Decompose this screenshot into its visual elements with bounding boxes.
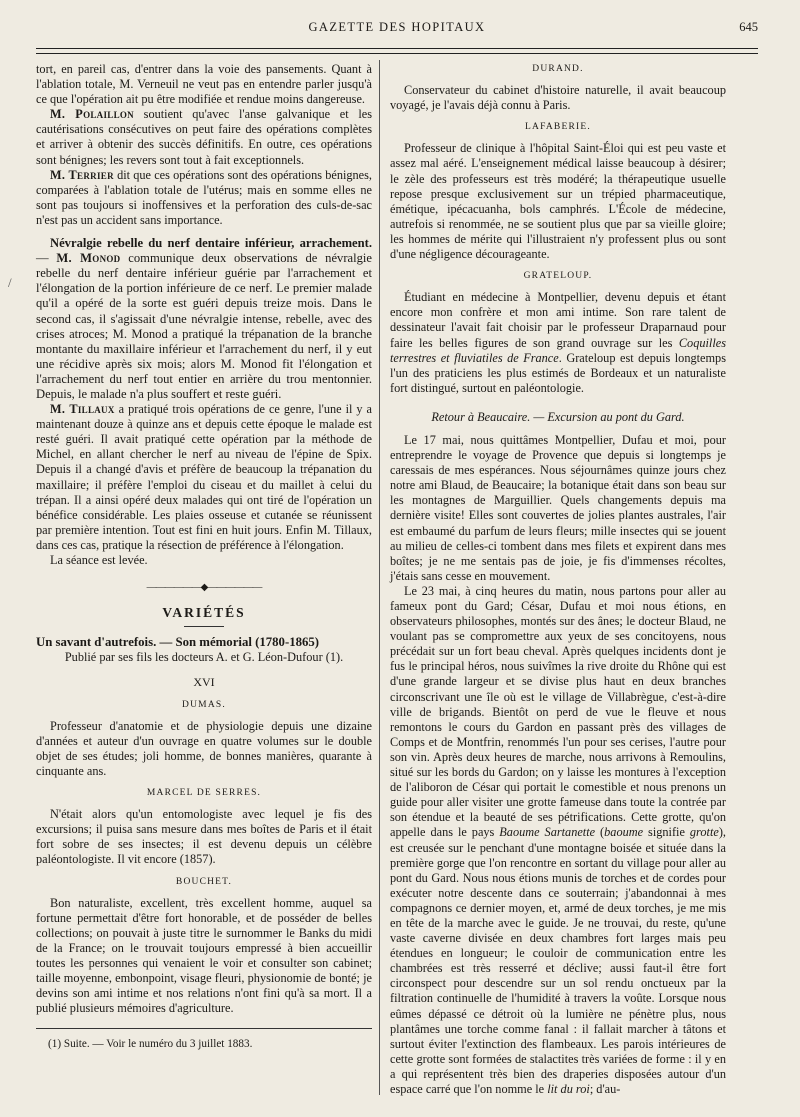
short-rule (184, 626, 224, 627)
paragraph: Conservateur du cabinet d'histoire naturelle, il avait beaucoup voyagé, je l'avais déjà connu à Paris. (390, 83, 726, 113)
footnote-rule (36, 1028, 372, 1029)
paragraph: N'était alors qu'un entomologiste avec lequel je fis des excursions; il puisa sans mesure dans mes boîtes de Paris et il était fort sobre de ses insectes; il est devenu depuis un célèbre paléontologiste. Il vit encore (1857). (36, 807, 372, 867)
footnote: (1) Suite. — Voir le numéro du 3 juillet 1883. (48, 1038, 253, 1051)
byline: Publié par ses fils les docteurs A. et G. Léon-Dufour (1). (64, 650, 344, 665)
speaker-name: M. Tillaux (50, 402, 115, 417)
person-heading: DUMAS. (182, 699, 226, 710)
header-rule (36, 48, 758, 49)
section-title-varietes: VARIÉTÉS (162, 605, 246, 621)
section-heading: Névralgie rebelle du nerf dentaire inférieur, arrachement. — M. Monod communique deux observations de névralgie rebelle du nerf dentaire inférieur guérie par l'arrachement et l'élongation de la portion inférieure de ce nerf. Le premier malade qu'il a opéré de la sorte est guéri depuis treize mois. Dans le second cas, il s'agissait d'une névralgie intense, rebelle, avec des crises atroces; M. Monod a pratiqué la trépanation de la branche montante du maxillaire inférieur et l'arrachement du nerf, il y eut une récidive après six mois; alors M. Monod fit l'élongation et l'arrachement du nerf tout entier en arrière du trou mentonnier. Depuis, le malade n'a plus souffert et reste guéri. (36, 236, 372, 401)
article-title: Un savant d'autrefois. — Son mémorial (1780-1865) (36, 635, 320, 650)
chapter-number: XVI (193, 675, 215, 690)
person-heading: DURAND. (532, 64, 584, 74)
column-divider (379, 60, 380, 1095)
paragraph: M. Tillaux a pratiqué trois opérations de ce genre, l'une il y a maintenant douze à quinze ans et depuis cette époque le malade est resté guéri. Il avait pratiqué cette opération par la méthode de Michel, en allant chercher le nerf au niveau de l'épine de Spix. Depuis il a changé d'avis et préfère de beaucoup la trépanation du maxillaire; il préfère l'emploi du ciseau et du maillet à celui du trépan. Il a ainsi opéré deux malades qui ont tiré de l'opération un bénéfice considérable. Les plaies osseuse et cutanée se réunissent par première intention. Tout est fini en huit jours. Enfin M. Tillaux, dans ces cas, pratique la résection de préférence à l'élongation. (36, 402, 372, 552)
person-heading: LAFABERIE. (525, 122, 591, 133)
paragraph: Le 17 mai, nous quittâmes Montpellier, Dufau et moi, pour entreprendre le voyage de Provence que depuis si longtemps je caressais de mes espérances. Nous séjournâmes quinze jours chez notre ami Blaud, de Beaucaire; la botanique était dans son beau sur les montagnes de Marguillier. Quels changements depuis ma dernière visite! Elles sont couvertes de jolies plantes australes, l'air est embaumé du parfum de leurs fleurs; mille insectes qui se jouent au milieu de celles-ci tombent dans mes filets et expirent dans mes boîtes; je ne me sentais pas de joie, je fis d'immenses récoltes, j'étais sans cesse en mouvement. (390, 432, 726, 583)
journal-title: GAZETTE DES HOPITAUX (308, 20, 486, 34)
paragraph: Professeur d'anatomie et de physiologie depuis une dizaine d'années et auteur d'un ouvrage en quatre volumes sur le double objet de ses études; joli homme, de bonnes manières, quarante à cinquante ans. (36, 718, 372, 778)
margin-mark: / (8, 275, 12, 290)
paragraph: Étudiant en médecine à Montpellier, devenu depuis et étant encore mon confrère et mon ami intime. Son rare talent de dessinateur l'avait fait choisir par le professeur Draparnaud pour faire les belles figures de son grand ouvrage sur les Coquilles terrestres et fluviatiles de France. Grateloup est depuis longtemps l'un des praticiens les plus estimés de Bordeaux et un naturaliste fort distingué, surtout en paléontologie. (390, 290, 726, 395)
ornament-rule: ——————◆—————— (146, 582, 262, 594)
right-column (390, 62, 726, 1097)
page-header (36, 18, 758, 40)
closing-line: La séance est levée. (50, 553, 148, 567)
header-rule-thin (36, 53, 758, 54)
paragraph: Bon naturaliste, excellent, très excellent homme, auquel sa fortune permettait d'être fort honorable, et de posséder de belles collections; on pouvait à juste titre le surnommer le Banks du midi de la France; on le trouvait toujours empressé à bien accueillir toutes les personnes qui venaient le voir et consulter son cabinet; taille moyenne, embonpoint, visage fleuri, physionomie de bonté; je devins son ami intime et nos relations n'ont fini qu'à sa mort. Il a publié plusieurs mémoires d'agriculture. (36, 895, 372, 1016)
paragraph: M. Terrier dit que ces opérations sont des opérations bénignes, comparées à l'ablation totale de l'utérus; mais en somme elles ne sont pas toujours si inoffensives et la perforation des culs-de-sac n'est pas un accident sans importance. (36, 167, 373, 227)
person-heading: GRATELOUP. (523, 271, 593, 282)
person-heading: BOUCHET. (175, 876, 233, 887)
subsection-heading: Retour à Beaucaire. — Excursion au pont du Gard. (431, 409, 685, 424)
paragraph: M. Polaillon soutient qu'avec l'anse galvanique et les cautérisations consécutives on peut faire des opérations complètes et arriver à obtenir des succès définitifs. En outre, ces opérations sont bénignes; les revers sont tout à fait exceptionnels. (36, 107, 372, 167)
person-heading: MARCEL DE SERRES. (146, 788, 262, 799)
left-column (36, 62, 372, 1052)
speaker-name: M. Monod (56, 251, 121, 266)
paragraph: tort, en pareil cas, d'entrer dans la voie des pansements. Quant à l'ablation totale, M. Verneuil ne veut pas en entendre parler jusqu'à ce que l'opération ait pu être modifiée et rendue moins dangereuse. (36, 62, 372, 107)
paragraph: Le 23 mai, à cinq heures du matin, nous partons pour aller au fameux pont du Gard; César, Dufau et moi nous étions, en observateurs philosophes, montés sur des ânes; le docteur Blaud, ne voulant pas se compromettre aux yeux de ses concitoyens, nous précédait sur un fort beau cheval. Après quelques incidents dont je fus le principal héros, nous suivîmes la rive droite du Rhône qui est d'une grande largeur et se divise plus haut en deux branches circonscrivant une île où est le village de Villabrègue, c'est-à-dire ville de brigands. Bientôt on perd de vue le fleuve et nous remontons le cours du Gardon en passant près des villages de Comps et de Montfrin, renommés l'un pour ses cerises, l'autre pour son vin. Après deux heures de marche, nous arrivons à Remoulins, situé sur les bords du Gardon; on y laisse les montures à l'exception de l'aliboron de César qui portait le comestible et nous prenons un guide pour aller visiter une grotte fameuse dans toute la contrée par son étendue et la beauté de ses pétrifications. Cette grotte, qu'on appelle dans le pays Baoume Sartanette (baoume signifie grotte), est creusée sur le penchant d'une montagne boisée et située dans la première gorge que l'on rencontre en sortant du village pour aller au pont du Gard. Nous nous étions munis de torches et de cordes pour exécuter notre descente dans ce souterrain; j'abandonnai à mes compagnons ce dernier moyen, et, armé de deux torches, je me mis en tête de la marche avec le guide. Je ne trouvai, du reste, qu'une vaste caverne divisée en deux chambres fort larges mais peu étendues en longueur; le couloir de communication entre les chambrées est très resserré et déclive; aussi faut-il être fort circonspect pour descendre sur un sol rendu onctueux par la filtration continuelle de l'humidité à travers la voûte. Lorsque nous eûmes dépassé ce détroit où la lumière ne pénètre plus, nous plantâmes une torche comme fanal : il fallait marcher à tâtons et surtout éviter l'extinction des flambeaux. Les parois intérieures de cette grotte sont formées de stalactites très variées de forme : il y en a qui représentent très bien des draperies disposées autour d'un espace carré que l'on nomme le lit du roi; d'au- (390, 583, 726, 1096)
page-number: 645 (739, 20, 758, 34)
speaker-name: M. Terrier (50, 167, 114, 182)
paragraph: Professeur de clinique à l'hôpital Saint-Éloi qui est peu vaste et assez mal aéré. L'enseignement médical laisse beaucoup à désirer; le zèle des professeurs est très modéré; la thérapeutique usuelle repose presque exclusivement sur un trépied pharmaceutique, émétique, ipécacuanha, bols camphrés. L'École de médecine, autrefois si renommée, ne se soutient plus que par sa vieille gloire; les hommes de mérite qui l'illustraient n'y professent plus ou sont d'une négligence décourageante. (390, 141, 726, 262)
speaker-name: M. Polaillon (50, 107, 134, 122)
